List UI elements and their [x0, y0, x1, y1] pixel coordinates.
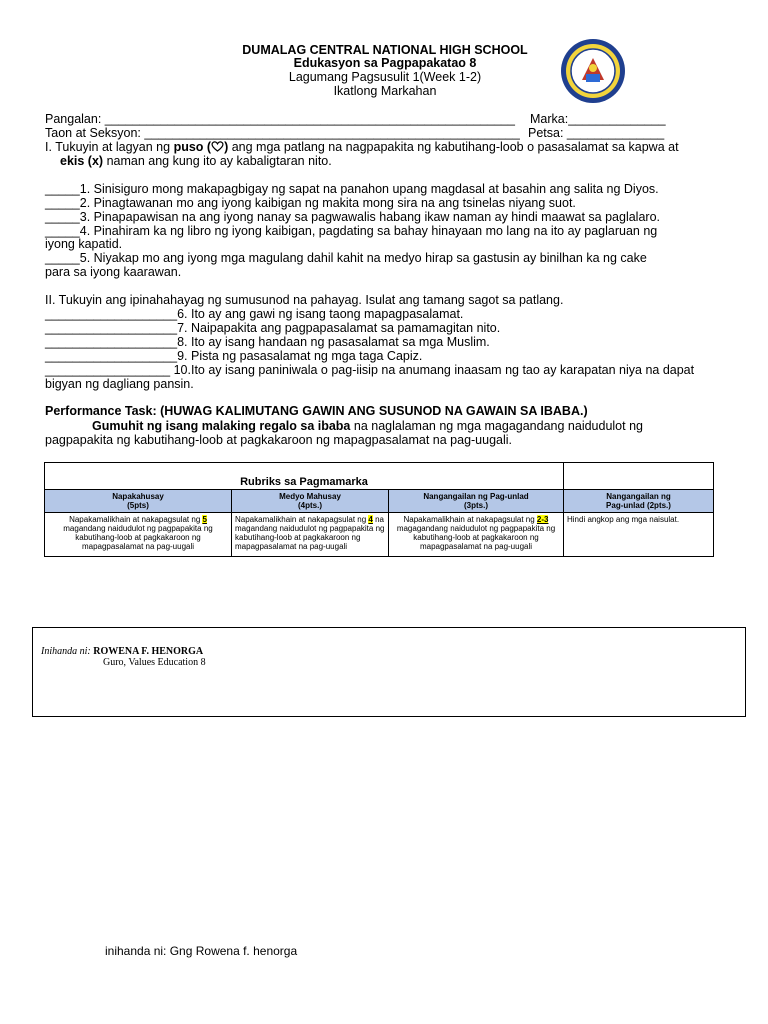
part1-item-continued: iyong kapatid.	[45, 237, 123, 251]
performance-task-text: Gumuhit ng isang malaking regalo sa ibaba na naglalaman ng mga magagandang naidudulot ng	[92, 419, 643, 433]
rubric-title: Rubriks sa Pagmamarka	[45, 463, 564, 490]
part1-item: _____3. Pinapapawisan na ang iyong nanay sa pagwawalis habang ikaw naman ay hindi maawat sa paglalaro.	[45, 210, 661, 224]
rubric-header: Napakahusay (5pts)	[45, 490, 232, 513]
part2-item: __________________ 10.Ito ay isang paniniwala o pag-iisip na anumang inaasam ng tao ay karapatan niya na dapat	[45, 363, 695, 377]
prepared-by-box	[32, 627, 746, 717]
part1-instruction-line2: ekis (x) naman ang kung ito ay kabaligtaran nito.	[60, 154, 332, 168]
rubric-cell: Napakamalikhain at nakapagsulat ng 5 magandang naidudulot ng pagpapakita ng kabutihang-loob at pagkakaroon ng mapagpasalamat na pag-uugali	[45, 513, 232, 557]
name-field-label: Pangalan: ___________________________________________________________	[45, 112, 515, 126]
prepared-by-role: Guro, Values Education 8	[103, 657, 206, 668]
part1-item: _____1. Sinisiguro mong makapagbigay ng sapat na panahon upang magdasal at basahin ang salita ng Diyos.	[45, 182, 659, 196]
school-logo	[560, 38, 626, 104]
section-field-label: Taon at Seksyon: ______________________________________________________	[45, 126, 520, 140]
score-field-label: Marka:______________	[530, 112, 666, 126]
rubric-header: Nangangailan ng Pag-unlad (3pts.)	[389, 490, 564, 513]
rubric-title-empty-cell	[564, 463, 714, 490]
subject-title: Edukasyon sa Pagpapakatao 8	[293, 56, 477, 70]
part1-item: _____5. Niyakap mo ang iyong mga magulang dahil kahit na medyo hirap sa gastusin ay binilhan ka ng cake	[45, 251, 647, 265]
quarter-title: Ikatlong Markahan	[333, 84, 437, 98]
rubric-header: Nangangailan ng Pag-unlad (2pts.)	[564, 490, 714, 513]
rubric-cell: Napakamalikhain at nakapagsulat ng 2-3 magagandang naidudulot ng pagpapakita ng kabutihang-loob at pagkakaroon ng mapagpasalamat na pag-uugali	[389, 513, 564, 557]
part1-instruction: I. Tukuyin at lagyan ng puso ( ) ang mga patlang na nagpapakita ng kabutihang-loob o pasasalamat sa kapwa at	[45, 140, 679, 154]
quiz-title: Lagumang Pagsusulit 1(Week 1-2)	[288, 70, 482, 84]
rubric-cell: Hindi angkop ang mga naisulat.	[564, 513, 714, 557]
heart-icon	[211, 141, 224, 155]
part1-item: _____2. Pinagtawanan mo ang iyong kaibigan ng makita mong sira na ang tsinelas niyang suot.	[45, 196, 576, 210]
date-field-label: Petsa: ______________	[528, 126, 665, 140]
part2-item: ___________________8. Ito ay isang handaan ng pasasalamat sa mga Muslim.	[45, 335, 490, 349]
prepared-by-line: Inihanda ni: ROWENA F. HENORGA	[41, 646, 204, 657]
part2-item: ___________________6. Ito ay ang gawi ng isang taong mapagpasalamat.	[45, 307, 464, 321]
school-name: DUMALAG CENTRAL NATIONAL HIGH SCHOOL	[242, 43, 528, 57]
performance-task-title: Performance Task: (HUWAG KALIMUTANG GAWIN ANG SUSUNOD NA GAWAIN SA IBABA.)	[45, 404, 588, 418]
part2-instruction: II. Tukuyin ang ipinahahayag ng sumusunod na pahayag. Isulat ang tamang sagot sa patlang.	[45, 293, 564, 307]
part1-item-continued: para sa iyong kaarawan.	[45, 265, 182, 279]
rubric-cell: Napakamalikhain at nakapagsulat ng 4 na magandang naidudulot ng pagpapakita ng kabutihang-loob at pagkakaroon ng mapagpasalamat na pag-uugali	[232, 513, 389, 557]
footer-prepared-by: inihanda ni: Gng Rowena f. henorga	[105, 944, 298, 958]
performance-task-text-line2: pagpapakita ng kabutihang-loob at pagkakaroon ng mapagpasalamat na pag-uugali.	[45, 433, 513, 447]
part1-item: _____4. Pinahiram ka ng libro ng iyong kaibigan, pagdating sa bahay hinayaan mo lang na ito ay paglaruan ng	[45, 224, 658, 238]
part2-item-continued: bigyan ng dagliang pansin.	[45, 377, 194, 391]
part2-item: ___________________7. Naipapakita ang pagpapasalamat sa pamamagitan nito.	[45, 321, 501, 335]
rubric-header: Medyo Mahusay (4pts.)	[232, 490, 389, 513]
rubric-table	[44, 462, 714, 557]
part2-item: ___________________9. Pista ng pasasalamat ng mga taga Capiz.	[45, 349, 423, 363]
